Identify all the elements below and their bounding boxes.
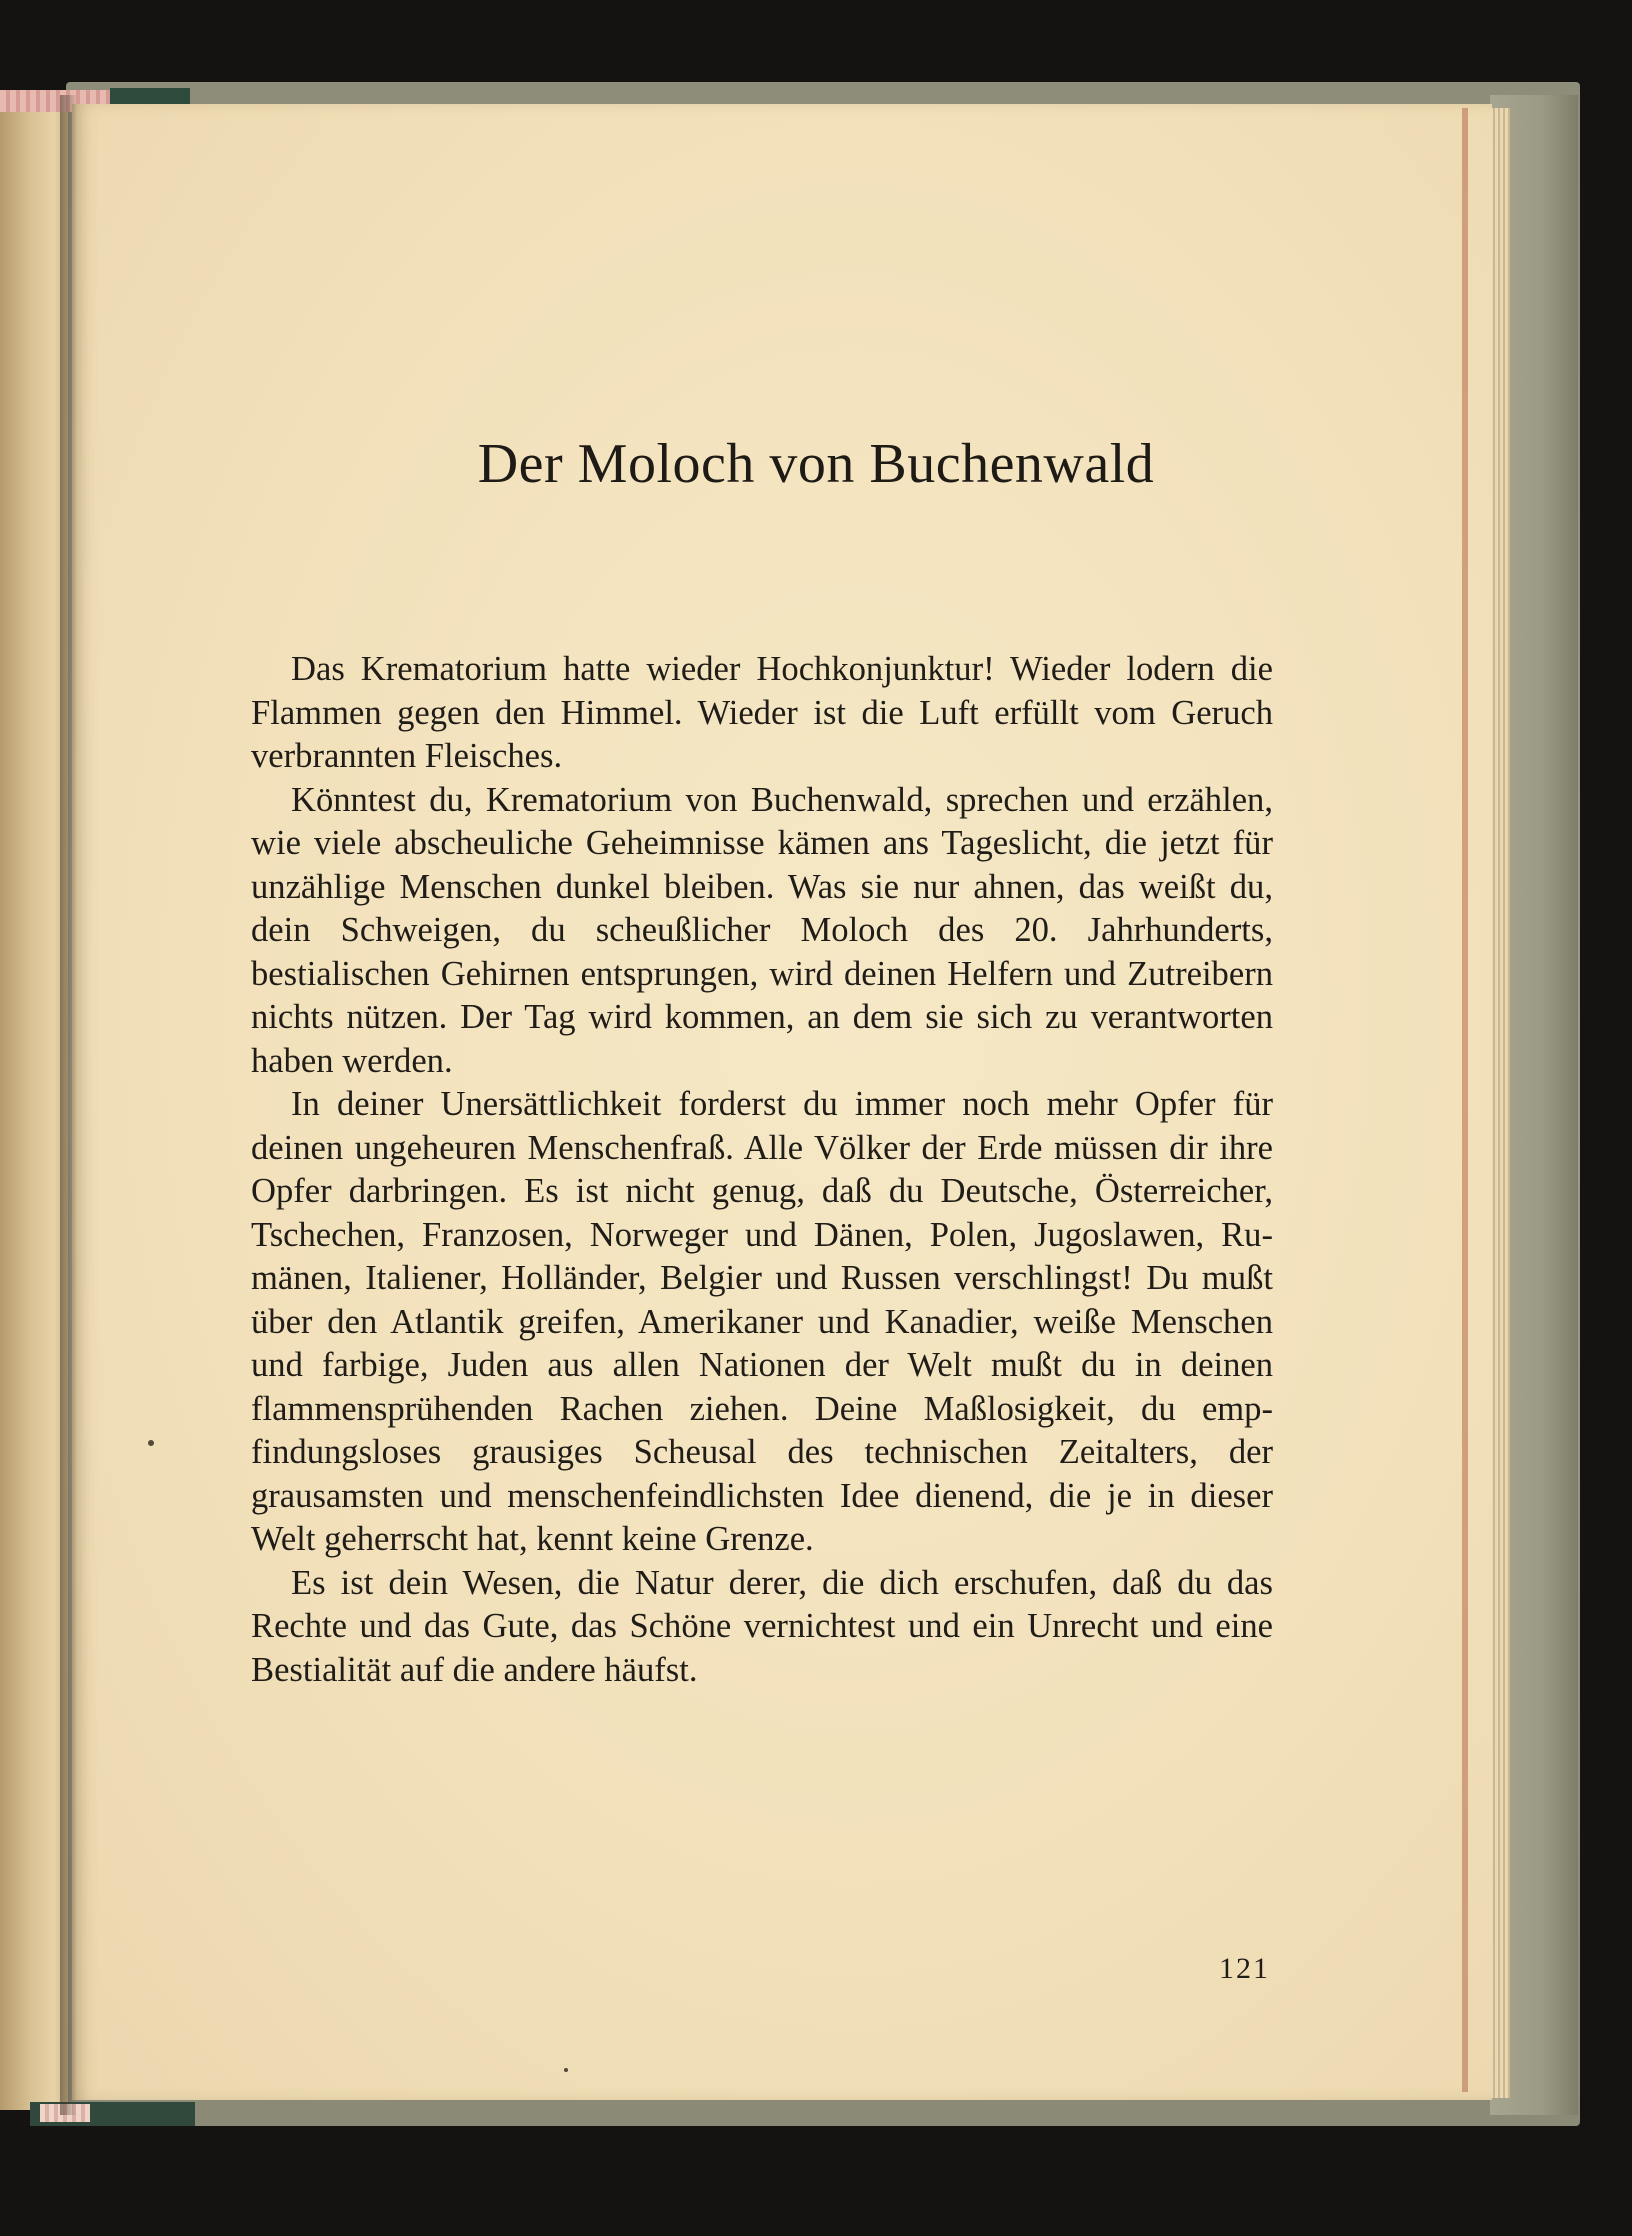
paragraph: Es ist dein Wesen, die Natur derer, die dich erschufen, daß du das Rechte und das Gute, das Schöne vernichtest und ein Unrecht und eine Bestialität auf die andere häufst. [251, 1563, 1273, 1689]
body-text [251, 648, 1273, 1692]
facing-page-sliver [0, 100, 68, 2110]
page-red-edge [1462, 108, 1468, 2092]
paper-speck [564, 2068, 568, 2072]
paragraph: In deiner Unersättlichkeit forderst du immer noch mehr Opfer für deinen ungeheuren Menschenfraß. Alle Völker der Erde müssen dir ihre Opfer darbringen. Es ist nicht genug, daß du Deutsche, Österreicher, Tschechen, Franzosen, Norweger und Dänen, Polen, Jugoslawen, Rumänen, Italiener, Holländer, Belgier und Russen verschlingst! Du mußt über den Atlantik greifen, Amerikaner und Kanadier, weiße Menschen und farbige, Juden aus allen Nationen der Welt mußt du in deinen flammensprühenden Rachen ziehen. Deine Maßlosigkeit, du empfindungsloses grausiges Scheusal des technischen Zeitalters, der grausamsten und menschenfeindlichsten Idee dienend, die je in dieser Welt geherrscht hat, kennt keine Grenze. [251, 1085, 1273, 1558]
gutter-shadow [60, 95, 76, 2115]
chapter-title: Der Moloch von Buchenwald [477, 433, 1155, 495]
page-number: 121 [1219, 1952, 1270, 1985]
paragraph: Das Krematorium hatte wieder Hochkonjunktur! Wieder lodern die Flammen gegen den Himmel. Wieder ist die Luft erfüllt vom Geruch verbrannten Fleisches. [251, 650, 1273, 775]
paragraph: Könntest du, Krematorium von Buchenwald, sprechen und erzählen, wie viele abscheuliche Geheimnisse kämen ans Tageslicht, die jetzt für unzählige Menschen dunkel bleiben. Was sie nur ahnen, das weißt du, dein Schweigen, du scheußlicher Moloch des 20. Jahrhunderts, bestialischen Gehirnen entsprungen, wird deinen Helfern und Zutreibern nichts nützen. Der Tag wird kommen, an dem sie sich zu verantworten haben werden. [251, 780, 1273, 1080]
paper-speck [148, 1440, 154, 1446]
